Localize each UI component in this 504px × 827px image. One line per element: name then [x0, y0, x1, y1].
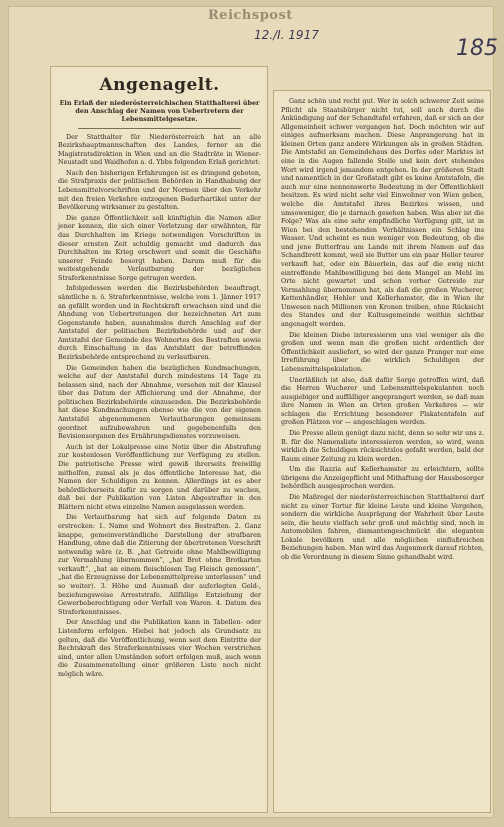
- handwritten-number: 185: [456, 36, 498, 61]
- paragraph: Ganz schön und recht gut. Wer in solch schwerer Zeit seine Pflicht als Staatsbürger nicht tut, soll auch durch die Ankündigung auf der Schandtafel erfahren, daß er sich an der Allgemeinheit schwer vergangen hat. Doch möchten wir auf einiges aufmerksam machen. Diese Anprangerung hat in kleinen Orten ganz andere Wirkungen als in großen Städten. Die Amtstafel an Gemeindehaus des Dorfes oder Marktes ist eine in die Augen fallende Stelle und kein dort stehendes Wort wird irgend jemandem entgehen. In der größeren Stadt und namentlich in der Großstadt gibt es keine Amtstafeln, die auch nur eine nennenswerte Bedeutung in der Öffentlichkeit besitzen. Es wird nicht sehr viel Einwohner von Wien geben, welche die Amtstafel ihres Bezirkes wissen, und umsoweniger, die je darnach gesehen haben. Was aber ist die Folge? Was als eine sehr empfindliche Verfügung gilt, ist in Wien bei den bestehenden Verhältnissen ein Schlag ins Wasser. Und scheint es nun weniger von Bedeutung, ob die und jene Butterfrau am Lande mit ihrem Namen auf das Schandbrett kommt, weil sie Butter um ein paar Heller teurer verkauft hat, oder ein Bäuerlein, das auf die ewig nicht eintreffende Mahlbewilligung bei dem Mangel an Mehl im Orte nicht gewartet und schon vorher Getreide zur Vermahlung übernommen hat, als daß die großen Wucherer, Kettenhändler, Hehler und Kellerhamster, die in Wien ihr Unwesen nach Millionen von Kronen treiben, ohne Rücksicht des Standes und der Kultusgemeinde weithin sichtbar angenagelt werden.: [281, 97, 484, 329]
- paragraph: Die Gemeinden haben die bezüglichen Kundmachungen, welche auf der Amtstafel durch mindestens 14 Tage zu belassen sind, nach der Abnahme, versehen mit der Klausel über das Datum der Affichierung und der Abnahme, der politischen Bezirksbehörde einzusenden. Die Bezirksbehörde hat diese Kundmachungen ebenso wie die von der eigenen Amtstafel abgenommenen Verlautbarungen gemeinsam geordnet aufzubewahren und gegebenenfalls den Revisionsorganen des Ernährungsdienstes vorzuweisen.: [58, 363, 261, 441]
- masthead: Reichspost: [208, 8, 293, 23]
- paragraph: Nach den bisherigen Erfahrungen ist es dringend geboten, die Strafpraxis der politischen Behörden in Handhabung der Lebensmittelvorschriften und der Normen über den Verkehr mit den freien Verkehre entzogenen Bedarfsartikel unter der Bevölkerung wirksamer zu gestalten.: [58, 168, 261, 212]
- paragraph: Unerläßlich ist also, daß dafür Sorge getroffen wird, daß die Herren Wucherer und Lebensmittelspekulanten noch ausgiebiger und auffälliger angeprangert werden, so daß man ihre Namen in Wien an Orten großen Verkehres — wir schlagen die Errichtung besonderer Plakatentafeln auf großen Plätzen vor — angeschlagen werden.: [281, 375, 484, 427]
- paragraph: Um die Razzia auf Kellerhamster zu erleichtern, sollte übrigens die Anzeigepflicht und Mithaftung der Hausbesorger behördlich ausgesprochen werden.: [281, 465, 484, 491]
- paragraph: Die kleinen Diebe interessieren uns viel weniger als die großen und wenn man die großen nicht ordentlich der Öffentlichkeit ausliefert, so wird der ganze Pranger nur eine Irreführung über die wirklich Schuldigen der Lebensmittelspekulation.: [281, 330, 484, 373]
- paragraph: Die Presse allein genügt dazu nicht, denn so sehr wir uns z. B. für die Namensliste interessieren werden, so wird, wenn wirklich die Schuldigen rücksichtslos gefaßt werden, bald der Raum einer Zeitung zu klein werden.: [281, 428, 484, 463]
- paragraph: Die ganze Öffentlichkeit soll künftighin die Namen aller jener kennen, die sich einer Verletzung der erwähnten, für das Durchhalten im Kriege notwendigen Vorschriften in dieser ernsten Zeit schuldig gemacht und dadurch das Durchhalten im Krieg erschwert und somit die Geschäfte unserer Feinde besorgt haben. Darum muß für die weitestgehende Verlautbarung der bezüglichen Straferkenntnisse Sorge getragen werden.: [58, 213, 261, 282]
- article-lead: Ein Erlaß der niederösterreichischen Statthalterei über den Anschlag der Namen von Uebertretern der Lebensmittelgesetze.: [59, 99, 260, 124]
- paragraph: Infolgedessen werden die Bezirksbehörden beauftragt, sämtliche n. ö. Straferkenntnisse, welche vom 1. Jänner 1917 an gefällt worden und in Rechtskraft erwachsen sind und die Ahndung von Uebertretungen der bezeichneten Art zum Gegenstande haben, ausnahmslos durch Anschlag auf der Amtstafel der politischen Bezirksbehörde und auf der Amtstafel der Gemeinde des Wohnortes des Bestraften sowie durch Einschaltung in das Amtsblatt der betreffenden Bezirksbehörde entsprechend zu verlautbaren.: [58, 284, 261, 362]
- article-title: Angenagelt.: [99, 75, 220, 95]
- paragraph: Die Verlautbarung hat sich auf folgende Daten zu erstrecken: 1. Name und Wohnort des Bestraften. 2. Ganz knappe, gemeinverständliche Darstellung der strafbaren Handlung, ohne daß die Zitierung der übertretenen Vorschrift notwendig wäre (z. B. „hat Getreide ohne Mahlbewilligung zur Vermahlung übernommen“, „hat Brot ohne Brotkarten verkauft“, „hat an einem fleischlosen Tag Fleisch genossen“, „hat die Erzeugnisse der Lebensmittelpreise unterlassen“ und so weiter). 3. Höhe und Ausmaß der auferlegten Geld-, beziehungsweise Arreststrafe. Allfällige Entziehung der Gewerbeberechtigung oder Verfall von Waren. 4. Datum des Straferkenntnisses.: [58, 513, 261, 616]
- paragraph: Der Statthalter für Niederösterreich hat an alle Bezirkshauptmannschaften des Landes, ferner an die Magistratsdirektion in Wien und an die Stadträte in Wiener-Neustadt und Waidhofen a. d. Ybbs folgenden Erlaß gerichtet:: [58, 132, 261, 167]
- paragraph: Auch ist der Lokalpresse eine Notiz über die Abstrafung zur kostenlosen Veröffentlichung zur Verfügung zu stellen. Die patriotische Presse wird gewiß ihrerseits freiwillig mithelfen, zumal als je das öffentliche Interesse hat, die Namen der Schuldigen zu kennen. Allerdings ist es aber behördlicherseits dafür zu sorgen und darüber zu wachen, daß bei der Publikation von Listen Abgestrafter in den Blättern nicht etwa einzelne Namen ausgelassen werden.: [58, 442, 261, 511]
- paragraph: Die Maßregel der niederösterreichischen Statthalterei darf nicht zu einer Tortur für kleine Leute und kleine Vergehen, sondern die wirkliche Ausprägung der Wahrheit über Leute sein, die heute vielfach sehr groß und mächtig sind, noch in Automobilen fahren, diamantengeschmückt die eleganten Lokale bevölkern und alle möglichen einflußreichen Beziehungen haben. Man wird das Augenmerk darauf richten, ob die Verordnung in diesem Sinne gehandhabt wird.: [281, 493, 484, 562]
- divider: [78, 128, 241, 129]
- article-right-column: [273, 90, 491, 813]
- paragraph: Der Anschlag und die Publikation kann in Tabellen- oder Listenform erfolgen. Hiebei hat jedoch als Grundsatz zu gelten, daß die Veröffentlichung, wenn seit dem Eintritte der Rechtskraft des Straferkenntnisses vier Wochen verstrichen sind, unter allen Umständen sofort erfolgen muß, auch wenn die Zusammenstellung einer größeren Liste noch nicht möglich wäre.: [58, 618, 261, 678]
- article-left-column: [50, 66, 268, 813]
- handwritten-date: 12./I. 1917: [254, 28, 319, 42]
